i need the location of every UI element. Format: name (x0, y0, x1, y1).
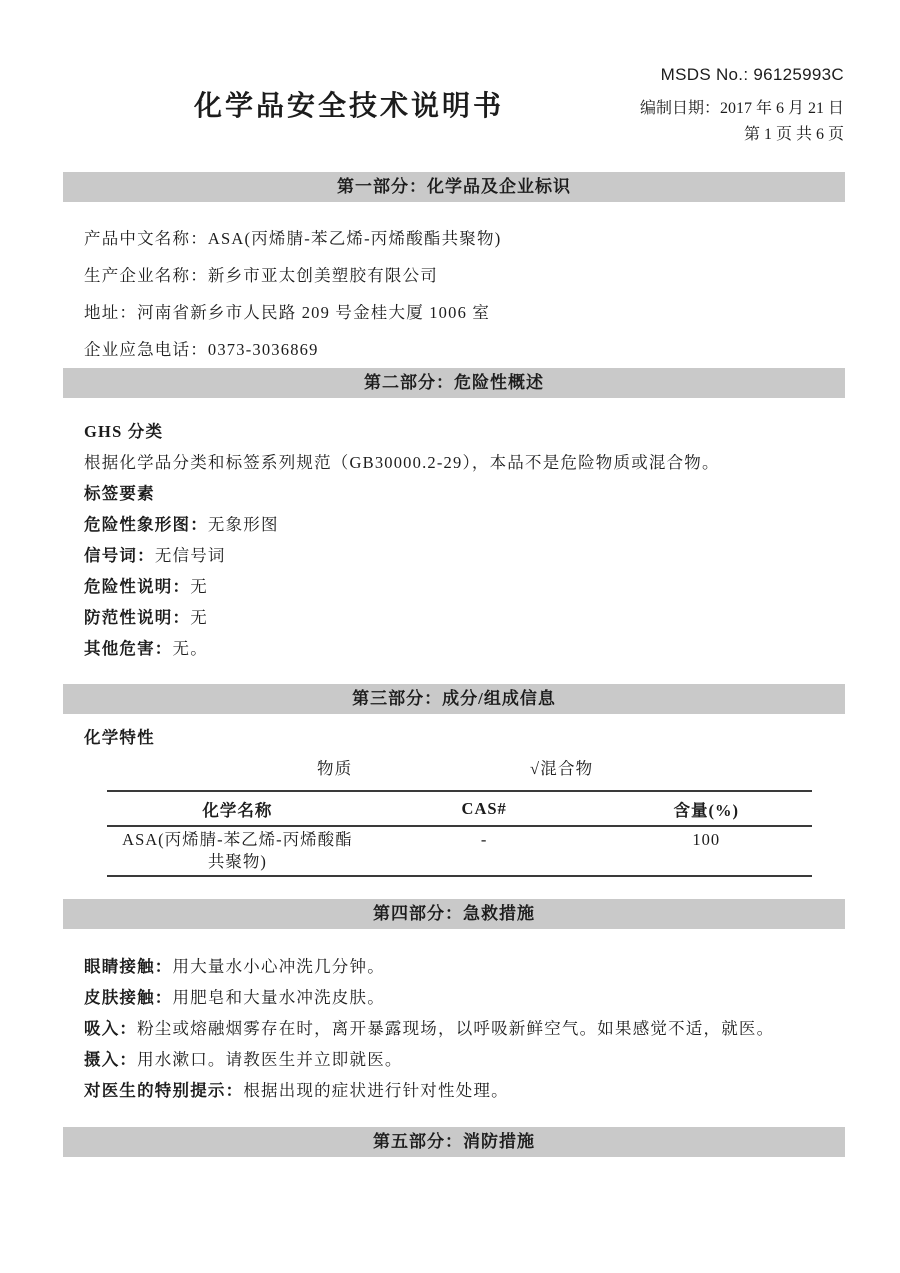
composition-table (107, 790, 812, 877)
chemical-name-line2: 共聚物) (207, 852, 267, 871)
field-value: 无 (190, 577, 208, 596)
ghs-classification-heading: GHS 分类 (84, 422, 164, 441)
field-inhalation (84, 1013, 900, 1044)
section4-header: 第四部分：急救措施 (63, 899, 845, 929)
col-cas-number: CAS# (368, 791, 601, 826)
field-value: 根据出现的症状进行针对性处理。 (243, 1081, 509, 1100)
section1-body (0, 220, 900, 368)
substance-mixture-row (84, 753, 900, 784)
field-value: 新乡市亚太创美塑胶有限公司 (207, 266, 439, 285)
field-note-to-physician (84, 1075, 900, 1106)
compile-date: 编制日期：2017 年 6 月 21 日 (639, 100, 844, 117)
field-label: 危险性说明： (84, 577, 191, 596)
field-label: 吸入： (84, 1019, 138, 1038)
field-value: 用水漱口。请教医生并立即就医。 (137, 1050, 403, 1069)
cell-content-percent: 100 (600, 826, 812, 876)
section4-body (0, 951, 900, 1106)
field-label: 防范性说明： (84, 608, 191, 627)
field-address (84, 294, 900, 331)
section3-header: 第三部分：成分/组成信息 (63, 684, 845, 714)
field-label: 信号词： (84, 546, 155, 565)
field-value: 无象形图 (207, 515, 279, 534)
section5-header: 第五部分：消防措施 (63, 1127, 845, 1157)
field-value: 无信号词 (154, 546, 226, 565)
field-value: 河南省新乡市人民路 209 号金桂大厦 1006 室 (137, 303, 491, 322)
field-other-hazards (84, 633, 900, 664)
field-label: 摄入： (84, 1050, 138, 1069)
field-label: 皮肤接触： (84, 988, 173, 1007)
field-label: 企业应急电话： (84, 340, 208, 359)
col-content-percent: 含量(%) (600, 791, 812, 826)
field-value: 0373-3036869 (207, 340, 319, 359)
field-value: 无 (190, 608, 208, 627)
col-chemical-name: 化学名称 (107, 791, 368, 826)
section1-header: 第一部分：化学品及企业标识 (63, 172, 845, 202)
field-eye-contact (84, 951, 900, 982)
section2-body (0, 416, 900, 664)
cell-cas-number: - (368, 826, 601, 876)
field-skin-contact (84, 982, 900, 1013)
table-row (107, 826, 812, 876)
field-value: 粉尘或熔融烟雾存在时，离开暴露现场，以呼吸新鲜空气。如果感觉不适，就医。 (137, 1019, 775, 1038)
field-signal-word (84, 540, 900, 571)
field-label: 其他危害： (84, 639, 173, 658)
field-hazard-statement (84, 571, 900, 602)
table-header-row (107, 791, 812, 826)
field-emergency-phone (84, 331, 900, 368)
substance-option: 物质 (317, 759, 353, 778)
field-pictogram (84, 509, 900, 540)
section3-body (0, 722, 900, 877)
msds-number: MSDS No.: 96125993C (660, 65, 844, 84)
header-meta (640, 62, 844, 148)
chemical-characteristics-heading: 化学特性 (84, 728, 155, 747)
field-ingestion (84, 1044, 900, 1075)
field-manufacturer (84, 257, 900, 294)
field-label: 对医生的特别提示： (84, 1081, 244, 1100)
field-value: 无。 (172, 639, 208, 658)
field-label: 生产企业名称： (84, 266, 208, 285)
label-elements-heading: 标签要素 (84, 484, 155, 503)
field-value: ASA(丙烯腈-苯乙烯-丙烯酸酯共聚物) (207, 229, 502, 248)
field-label: 地址： (84, 303, 138, 322)
field-label: 眼睛接触： (84, 957, 173, 976)
field-value: 用大量水小心冲洗几分钟。 (172, 957, 385, 976)
section2-header: 第二部分：危险性概述 (63, 368, 845, 398)
field-precautionary-statement (84, 602, 900, 633)
field-label: 产品中文名称： (84, 229, 208, 248)
field-product-name (84, 220, 900, 257)
mixture-option-checked: √混合物 (530, 759, 594, 778)
chemical-name-line1: ASA(丙烯腈-苯乙烯-丙烯酸酯 (122, 830, 353, 849)
page-indicator: 第 1 页 共 6 页 (743, 126, 844, 143)
ghs-classification-text: 根据化学品分类和标签系列规范（GB30000.2-29），本品不是危险物质或混合物。 (84, 453, 720, 472)
field-label: 危险性象形图： (84, 515, 208, 534)
cell-chemical-name (107, 826, 368, 876)
field-value: 用肥皂和大量水冲洗皮肤。 (172, 988, 385, 1007)
document-title: 化学品安全技术说明书 (194, 91, 505, 122)
